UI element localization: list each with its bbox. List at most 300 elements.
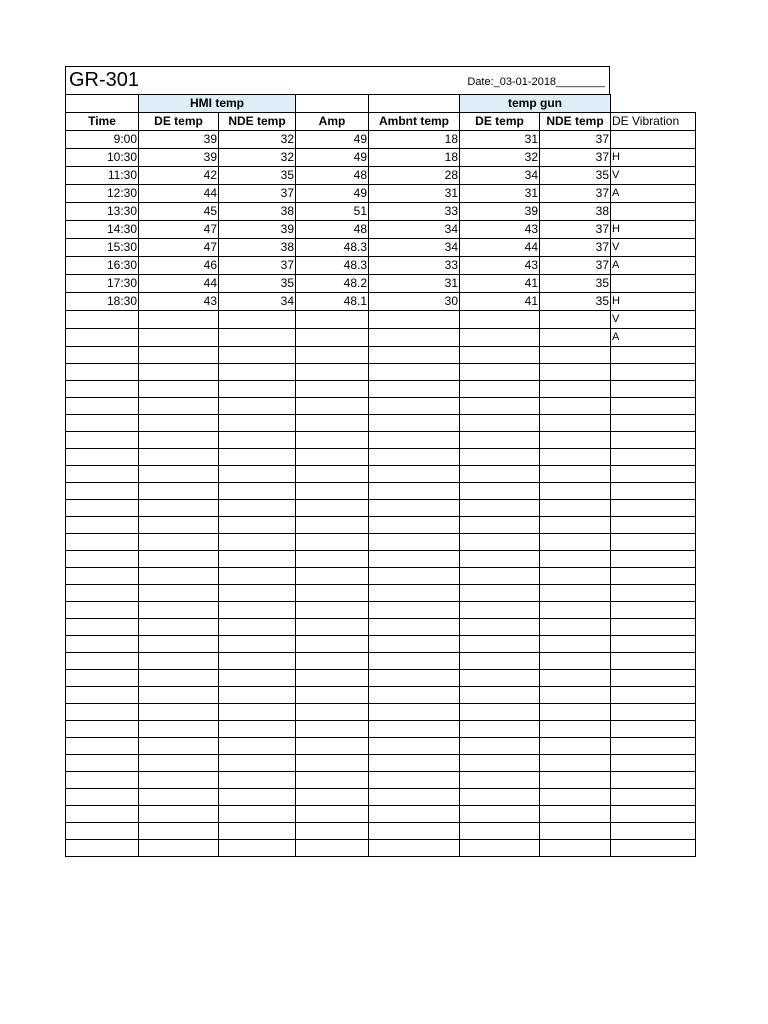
- group-spacer: [369, 95, 460, 113]
- table-row: [66, 311, 696, 329]
- value-cell: 35: [540, 275, 611, 293]
- value-cell: [219, 789, 296, 806]
- table-row: [66, 203, 696, 221]
- table-row: [66, 415, 696, 432]
- vibration-cell: [611, 381, 696, 398]
- value-cell: [369, 721, 460, 738]
- vibration-cell: [611, 275, 696, 293]
- value-cell: [369, 466, 460, 483]
- col-header-time: Time: [66, 113, 139, 131]
- value-cell: [369, 653, 460, 670]
- value-cell: [460, 329, 540, 347]
- col-header-de-vibration: DE Vibration: [611, 113, 696, 131]
- value-cell: 37: [540, 239, 611, 257]
- value-cell: [139, 840, 219, 857]
- value-cell: [540, 755, 611, 772]
- table-row: [66, 398, 696, 415]
- title-row: [65, 66, 610, 94]
- value-cell: 34: [369, 221, 460, 239]
- value-cell: [369, 687, 460, 704]
- col-header-hmi-nde-temp: NDE temp: [219, 113, 296, 131]
- value-cell: [139, 517, 219, 534]
- vibration-cell: [611, 738, 696, 755]
- value-cell: 39: [460, 203, 540, 221]
- time-cell: [66, 772, 139, 789]
- value-cell: [369, 789, 460, 806]
- value-cell: [219, 364, 296, 381]
- time-cell: [66, 789, 139, 806]
- table-row: [66, 275, 696, 293]
- vibration-cell: [611, 619, 696, 636]
- value-cell: 37: [540, 221, 611, 239]
- value-cell: 32: [460, 149, 540, 167]
- vibration-cell: [611, 755, 696, 772]
- table-row: [66, 364, 696, 381]
- table-row: [66, 167, 696, 185]
- table-row: [66, 806, 696, 823]
- time-cell: [66, 551, 139, 568]
- table-row: [66, 500, 696, 517]
- vibration-cell: [611, 789, 696, 806]
- time-cell: [66, 602, 139, 619]
- value-cell: [460, 806, 540, 823]
- vibration-cell: [611, 670, 696, 687]
- value-cell: 49: [296, 185, 369, 203]
- value-cell: [139, 568, 219, 585]
- value-cell: 37: [219, 185, 296, 203]
- time-cell: 9:00: [66, 131, 139, 149]
- value-cell: [139, 432, 219, 449]
- value-cell: [296, 585, 369, 602]
- value-cell: [369, 670, 460, 687]
- vibration-cell: [611, 449, 696, 466]
- value-cell: [219, 500, 296, 517]
- value-cell: [219, 483, 296, 500]
- value-cell: [296, 347, 369, 364]
- time-cell: 17:30: [66, 275, 139, 293]
- value-cell: [460, 398, 540, 415]
- time-cell: 15:30: [66, 239, 139, 257]
- value-cell: [139, 483, 219, 500]
- value-cell: [369, 636, 460, 653]
- value-cell: [219, 568, 296, 585]
- value-cell: [219, 517, 296, 534]
- time-cell: [66, 738, 139, 755]
- value-cell: [139, 311, 219, 329]
- value-cell: [369, 806, 460, 823]
- col-header-ambnt-temp: Ambnt temp: [369, 113, 460, 131]
- vibration-cell: H: [611, 149, 696, 167]
- value-cell: [460, 772, 540, 789]
- value-cell: 41: [460, 293, 540, 311]
- value-cell: [219, 721, 296, 738]
- value-cell: [296, 789, 369, 806]
- value-cell: [369, 415, 460, 432]
- value-cell: [296, 517, 369, 534]
- value-cell: [460, 653, 540, 670]
- value-cell: [460, 381, 540, 398]
- value-cell: [369, 432, 460, 449]
- value-cell: [296, 500, 369, 517]
- value-cell: [460, 500, 540, 517]
- value-cell: [296, 364, 369, 381]
- vibration-cell: [611, 534, 696, 551]
- value-cell: [460, 415, 540, 432]
- value-cell: [139, 347, 219, 364]
- time-cell: [66, 398, 139, 415]
- value-cell: 44: [139, 185, 219, 203]
- table-row: [66, 721, 696, 738]
- time-cell: [66, 636, 139, 653]
- time-cell: 10:30: [66, 149, 139, 167]
- value-cell: 18: [369, 131, 460, 149]
- value-cell: [369, 364, 460, 381]
- col-header-hmi-de-temp: DE temp: [139, 113, 219, 131]
- value-cell: [540, 398, 611, 415]
- vibration-cell: [611, 653, 696, 670]
- date-field: Date:_03-01-2018________: [467, 76, 605, 88]
- value-cell: [369, 568, 460, 585]
- value-cell: [219, 670, 296, 687]
- value-cell: [369, 738, 460, 755]
- value-cell: 43: [139, 293, 219, 311]
- table-row: [66, 687, 696, 704]
- value-cell: [369, 500, 460, 517]
- value-cell: [219, 755, 296, 772]
- table-row: [66, 653, 696, 670]
- value-cell: [139, 653, 219, 670]
- col-header-amp: Amp: [296, 113, 369, 131]
- vibration-cell: [611, 398, 696, 415]
- value-cell: [540, 534, 611, 551]
- group-header-row: [66, 95, 696, 113]
- value-cell: [219, 840, 296, 857]
- vibration-cell: [611, 551, 696, 568]
- value-cell: [139, 636, 219, 653]
- value-cell: 47: [139, 239, 219, 257]
- value-cell: [139, 500, 219, 517]
- value-cell: [296, 449, 369, 466]
- table-row: [66, 619, 696, 636]
- value-cell: [219, 738, 296, 755]
- value-cell: 38: [219, 239, 296, 257]
- time-cell: [66, 347, 139, 364]
- value-cell: [139, 670, 219, 687]
- vibration-cell: H: [611, 221, 696, 239]
- table-row: [66, 257, 696, 275]
- value-cell: 33: [369, 203, 460, 221]
- value-cell: [296, 551, 369, 568]
- vibration-cell: H: [611, 293, 696, 311]
- vibration-cell: [611, 517, 696, 534]
- value-cell: 31: [369, 275, 460, 293]
- time-cell: [66, 329, 139, 347]
- value-cell: [369, 551, 460, 568]
- value-cell: [296, 466, 369, 483]
- value-cell: [540, 551, 611, 568]
- value-cell: [219, 704, 296, 721]
- vibration-cell: A: [611, 257, 696, 275]
- vibration-cell: [611, 483, 696, 500]
- value-cell: [296, 823, 369, 840]
- time-cell: [66, 432, 139, 449]
- vibration-cell: [611, 840, 696, 857]
- value-cell: 48: [296, 221, 369, 239]
- vibration-cell: A: [611, 329, 696, 347]
- value-cell: 37: [540, 257, 611, 275]
- value-cell: [460, 636, 540, 653]
- vibration-cell: A: [611, 185, 696, 203]
- time-cell: [66, 823, 139, 840]
- value-cell: [296, 806, 369, 823]
- group-spacer: [611, 95, 696, 113]
- value-cell: [460, 721, 540, 738]
- time-cell: [66, 585, 139, 602]
- value-cell: [139, 755, 219, 772]
- value-cell: 44: [460, 239, 540, 257]
- value-cell: [369, 381, 460, 398]
- table-row: [66, 381, 696, 398]
- time-cell: 14:30: [66, 221, 139, 239]
- value-cell: [460, 347, 540, 364]
- time-cell: [66, 449, 139, 466]
- table-row: [66, 483, 696, 500]
- value-cell: [460, 687, 540, 704]
- value-cell: [219, 653, 296, 670]
- value-cell: [139, 534, 219, 551]
- value-cell: [540, 500, 611, 517]
- time-cell: [66, 364, 139, 381]
- time-cell: [66, 311, 139, 329]
- value-cell: [296, 619, 369, 636]
- value-cell: [139, 772, 219, 789]
- value-cell: 18: [369, 149, 460, 167]
- value-cell: [369, 602, 460, 619]
- table-row: [66, 449, 696, 466]
- value-cell: [296, 687, 369, 704]
- value-cell: [296, 602, 369, 619]
- hmi-temp-header: HMI temp: [139, 95, 296, 113]
- value-cell: [460, 534, 540, 551]
- value-cell: 43: [460, 257, 540, 275]
- vibration-cell: [611, 500, 696, 517]
- time-cell: [66, 721, 139, 738]
- value-cell: [296, 381, 369, 398]
- table-row: [66, 432, 696, 449]
- table-row: [66, 789, 696, 806]
- value-cell: 43: [460, 221, 540, 239]
- table-row: [66, 840, 696, 857]
- value-cell: [219, 449, 296, 466]
- value-cell: [139, 329, 219, 347]
- time-cell: 13:30: [66, 203, 139, 221]
- value-cell: [460, 789, 540, 806]
- value-cell: [540, 840, 611, 857]
- value-cell: [540, 789, 611, 806]
- table-row: [66, 670, 696, 687]
- value-cell: [540, 653, 611, 670]
- vibration-cell: [611, 568, 696, 585]
- value-cell: 44: [139, 275, 219, 293]
- value-cell: 38: [540, 203, 611, 221]
- value-cell: [139, 415, 219, 432]
- value-cell: 48.3: [296, 257, 369, 275]
- vibration-cell: [611, 772, 696, 789]
- value-cell: [139, 449, 219, 466]
- value-cell: 32: [219, 131, 296, 149]
- value-cell: [369, 398, 460, 415]
- table-row: [66, 329, 696, 347]
- value-cell: 51: [296, 203, 369, 221]
- time-cell: [66, 755, 139, 772]
- value-cell: 48.1: [296, 293, 369, 311]
- value-cell: [460, 619, 540, 636]
- value-cell: [460, 755, 540, 772]
- value-cell: [460, 449, 540, 466]
- value-cell: [296, 772, 369, 789]
- value-cell: [369, 534, 460, 551]
- value-cell: [540, 415, 611, 432]
- table-row: [66, 585, 696, 602]
- vibration-cell: [611, 602, 696, 619]
- value-cell: [369, 449, 460, 466]
- value-cell: [219, 398, 296, 415]
- value-cell: [540, 721, 611, 738]
- table-row: [66, 466, 696, 483]
- table-row: [66, 738, 696, 755]
- table-row: [66, 131, 696, 149]
- vibration-cell: [611, 364, 696, 381]
- vibration-cell: V: [611, 239, 696, 257]
- col-header-gun-de-temp: DE temp: [460, 113, 540, 131]
- group-spacer: [66, 95, 139, 113]
- value-cell: [219, 415, 296, 432]
- value-cell: 31: [460, 131, 540, 149]
- value-cell: 48.2: [296, 275, 369, 293]
- value-cell: [460, 840, 540, 857]
- value-cell: 46: [139, 257, 219, 275]
- vibration-cell: [611, 585, 696, 602]
- value-cell: [219, 311, 296, 329]
- value-cell: [540, 347, 611, 364]
- value-cell: [296, 311, 369, 329]
- group-spacer: [296, 95, 369, 113]
- value-cell: [296, 670, 369, 687]
- value-cell: [369, 585, 460, 602]
- value-cell: 34: [219, 293, 296, 311]
- value-cell: [369, 704, 460, 721]
- vibration-cell: V: [611, 167, 696, 185]
- table-row: [66, 185, 696, 203]
- value-cell: [460, 602, 540, 619]
- value-cell: [219, 432, 296, 449]
- value-cell: 37: [540, 131, 611, 149]
- value-cell: 35: [219, 275, 296, 293]
- value-cell: [296, 432, 369, 449]
- sheet-title: GR-301: [69, 69, 140, 91]
- time-cell: 12:30: [66, 185, 139, 203]
- table-row: [66, 636, 696, 653]
- value-cell: [139, 619, 219, 636]
- value-cell: 42: [139, 167, 219, 185]
- value-cell: [460, 568, 540, 585]
- time-cell: [66, 687, 139, 704]
- value-cell: 33: [369, 257, 460, 275]
- table-row: [66, 704, 696, 721]
- time-cell: 18:30: [66, 293, 139, 311]
- value-cell: [540, 432, 611, 449]
- value-cell: [296, 738, 369, 755]
- value-cell: 38: [219, 203, 296, 221]
- value-cell: [219, 772, 296, 789]
- value-cell: [296, 721, 369, 738]
- value-cell: [296, 636, 369, 653]
- value-cell: [296, 329, 369, 347]
- value-cell: [139, 789, 219, 806]
- time-cell: [66, 619, 139, 636]
- value-cell: [540, 670, 611, 687]
- value-cell: [296, 398, 369, 415]
- value-cell: 28: [369, 167, 460, 185]
- value-cell: [540, 738, 611, 755]
- table-row: [66, 347, 696, 364]
- value-cell: [460, 311, 540, 329]
- time-cell: [66, 704, 139, 721]
- value-cell: [460, 738, 540, 755]
- vibration-cell: [611, 704, 696, 721]
- value-cell: 45: [139, 203, 219, 221]
- vibration-cell: [611, 687, 696, 704]
- vibration-cell: [611, 823, 696, 840]
- value-cell: [369, 347, 460, 364]
- value-cell: [540, 364, 611, 381]
- value-cell: [219, 602, 296, 619]
- value-cell: [139, 551, 219, 568]
- time-cell: [66, 840, 139, 857]
- vibration-cell: [611, 203, 696, 221]
- value-cell: [296, 755, 369, 772]
- value-cell: [369, 772, 460, 789]
- value-cell: 31: [369, 185, 460, 203]
- vibration-cell: [611, 806, 696, 823]
- value-cell: [219, 347, 296, 364]
- value-cell: [540, 687, 611, 704]
- value-cell: [219, 381, 296, 398]
- value-cell: [369, 619, 460, 636]
- vibration-cell: V: [611, 311, 696, 329]
- time-cell: [66, 415, 139, 432]
- value-cell: [369, 483, 460, 500]
- value-cell: [296, 840, 369, 857]
- vibration-cell: [611, 131, 696, 149]
- value-cell: [139, 738, 219, 755]
- value-cell: 48: [296, 167, 369, 185]
- value-cell: 47: [139, 221, 219, 239]
- value-cell: [369, 517, 460, 534]
- value-cell: 39: [139, 131, 219, 149]
- table-row: [66, 551, 696, 568]
- time-cell: [66, 653, 139, 670]
- table-row: [66, 239, 696, 257]
- value-cell: [139, 398, 219, 415]
- column-header-row: [66, 113, 696, 131]
- value-cell: 39: [139, 149, 219, 167]
- vibration-cell: [611, 466, 696, 483]
- time-cell: [66, 517, 139, 534]
- vibration-cell: [611, 721, 696, 738]
- value-cell: [540, 823, 611, 840]
- value-cell: [296, 704, 369, 721]
